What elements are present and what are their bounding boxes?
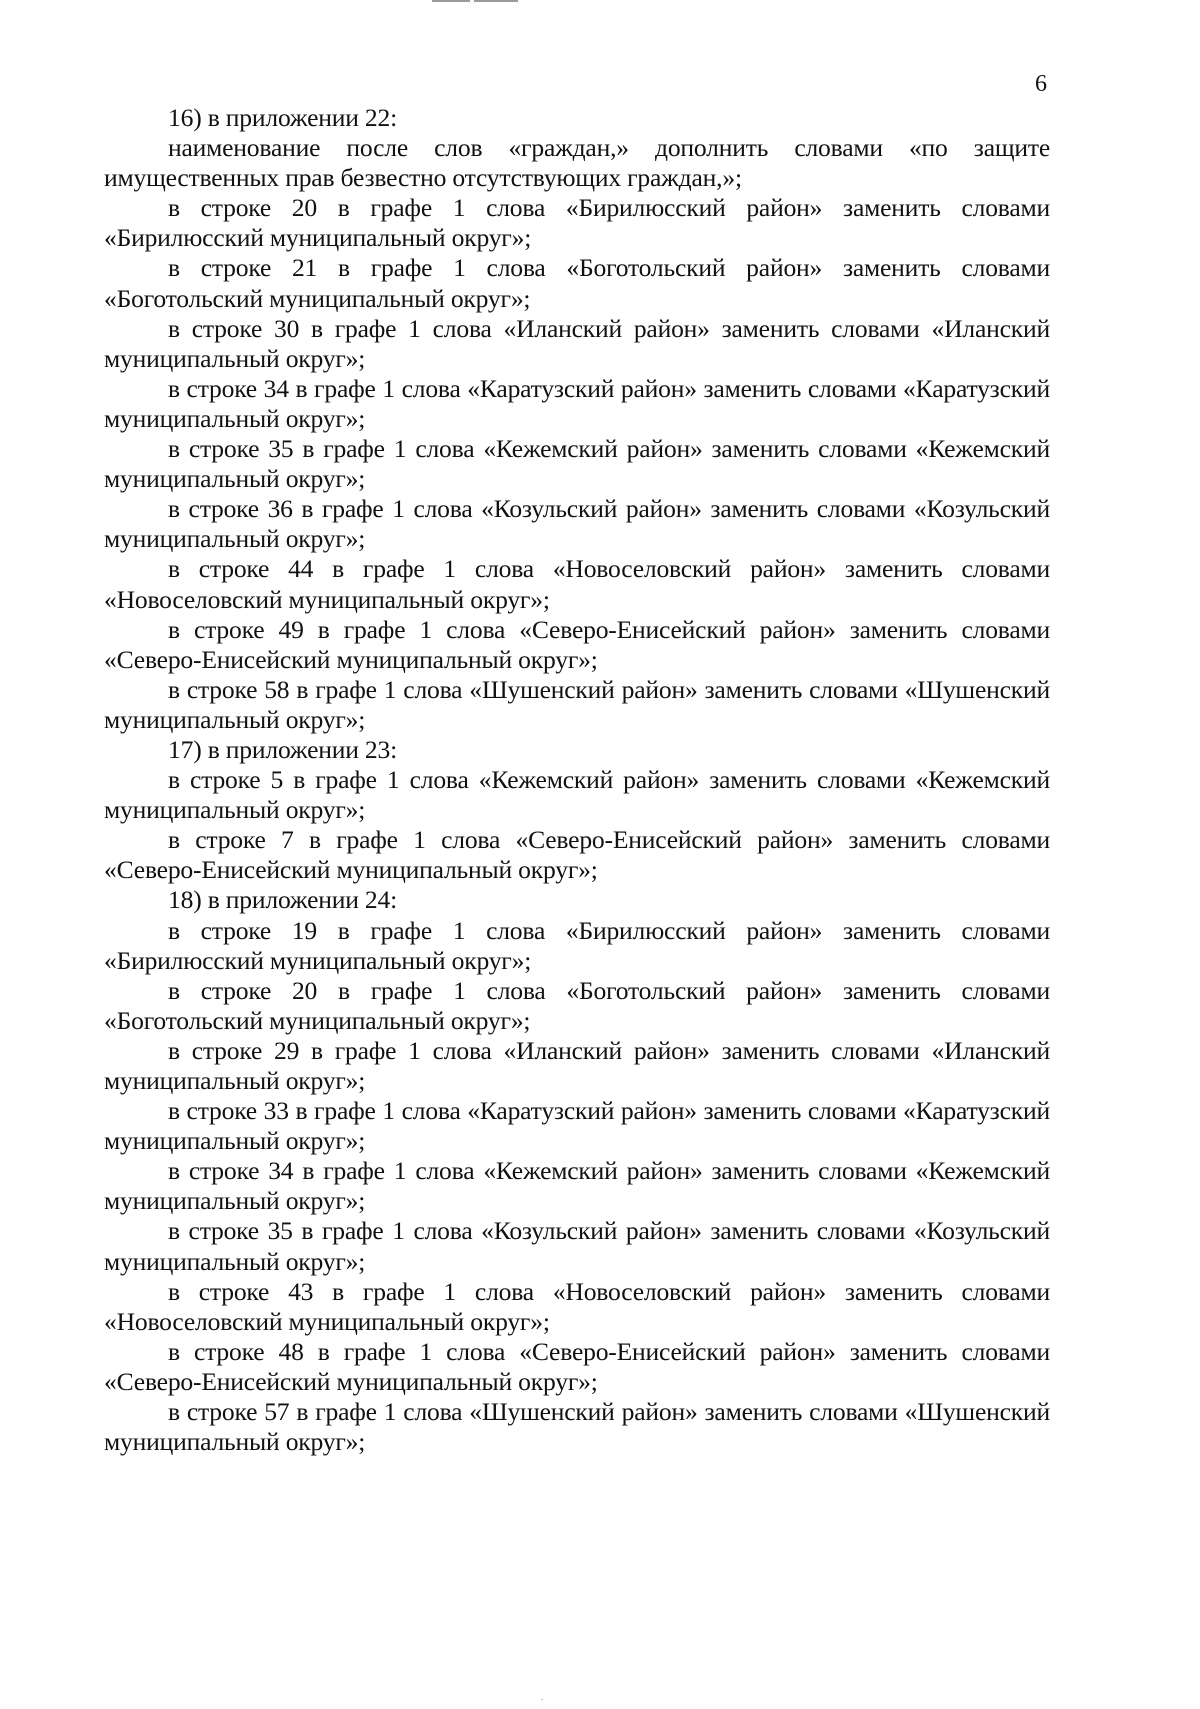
amendment-paragraph: в строке 33 в графе 1 слова «Каратузский район» заменить словами «Каратузский муниципальный округ»;: [104, 1096, 1050, 1156]
amendment-paragraph: в строке 48 в графе 1 слова «Северо-Енисейский район» заменить словами «Северо-Енисейский муниципальный округ»;: [104, 1336, 1050, 1396]
amendment-paragraph: в строке 58 в графе 1 слова «Шушенский район» заменить словами «Шушенский муниципальный округ»;: [104, 674, 1050, 734]
amendment-paragraph: в строке 43 в графе 1 слова «Новоселовский район» заменить словами «Новоселовский муниципальный округ»;: [104, 1276, 1050, 1336]
amendment-paragraph: в строке 30 в графе 1 слова «Иланский район» заменить словами «Иланский муниципальный округ»;: [104, 313, 1050, 373]
amendment-paragraph: в строке 19 в графе 1 слова «Бирилюсский район» заменить словами «Бирилюсский муниципальный округ»;: [104, 915, 1050, 975]
amendment-paragraph: в строке 34 в графе 1 слова «Каратузский район» заменить словами «Каратузский муниципальный округ»;: [104, 373, 1050, 433]
amendment-paragraph: в строке 35 в графе 1 слова «Козульский район» заменить словами «Козульский муниципальный округ»;: [104, 1216, 1050, 1276]
amendment-paragraph: в строке 35 в графе 1 слова «Кежемский район» заменить словами «Кежемский муниципальный округ»;: [104, 434, 1050, 494]
scan-artifact-dot: [541, 1699, 543, 1700]
section-heading-16: 16) в приложении 22:: [168, 103, 398, 132]
amendment-paragraph: в строке 36 в графе 1 слова «Козульский район» заменить словами «Козульский муниципальный округ»;: [104, 494, 1050, 554]
amendment-paragraph: в строке 21 в графе 1 слова «Боготольский район» заменить словами «Боготольский муниципальный округ»;: [104, 253, 1050, 313]
amendment-paragraph: в строке 49 в графе 1 слова «Северо-Енисейский район» заменить словами «Северо-Енисейский муниципальный округ»;: [104, 614, 1050, 674]
section-heading-17: 17) в приложении 23:: [168, 734, 398, 764]
amendment-paragraph: в строке 20 в графе 1 слова «Боготольский район» заменить словами «Боготольский муниципальный округ»;: [104, 975, 1050, 1035]
amendment-paragraph: в строке 44 в графе 1 слова «Новоселовский район» заменить словами «Новоселовский муниципальный округ»;: [104, 554, 1050, 614]
section-heading-18: 18) в приложении 24:: [168, 885, 398, 915]
amendment-paragraph: в строке 29 в графе 1 слова «Иланский район» заменить словами «Иланский муниципальный округ»;: [104, 1035, 1050, 1095]
amendment-paragraph: наименование после слов «граждан,» дополнить словами «по защите имущественных прав безвестно отсутствующих граждан,»;: [104, 133, 1050, 193]
document-body: [104, 103, 1050, 1457]
amendment-paragraph: в строке 20 в графе 1 слова «Бирилюсский район» заменить словами «Бирилюсский муниципальный округ»;: [104, 193, 1050, 253]
amendment-paragraph: в строке 5 в графе 1 слова «Кежемский район» заменить словами «Кежемский муниципальный округ»;: [104, 765, 1050, 825]
page-number: 6: [1035, 71, 1047, 97]
scan-artifact-mark: [432, 0, 518, 6]
amendment-paragraph: в строке 34 в графе 1 слова «Кежемский район» заменить словами «Кежемский муниципальный округ»;: [104, 1156, 1050, 1216]
amendment-paragraph: в строке 57 в графе 1 слова «Шушенский район» заменить словами «Шушенский муниципальный округ»;: [104, 1397, 1050, 1457]
amendment-paragraph: в строке 7 в графе 1 слова «Северо-Енисейский район» заменить словами «Северо-Енисейский муниципальный округ»;: [104, 825, 1050, 885]
